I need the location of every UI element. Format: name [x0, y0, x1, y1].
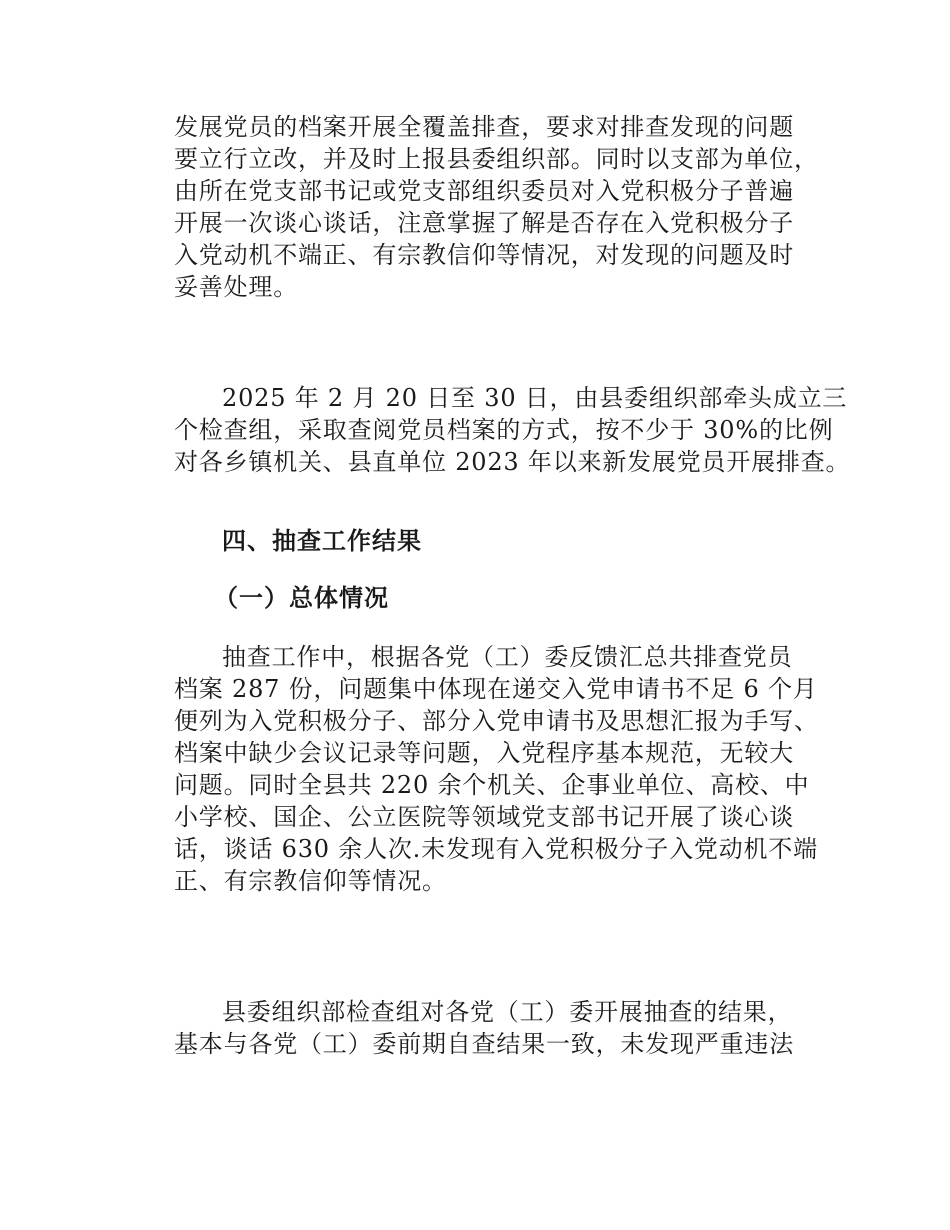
text-line: 要立行立改，并及时上报县委组织部。同时以支部为单位， [174, 145, 819, 173]
text-line: 发展党员的档案开展全覆盖排查，要求对排查发现的问题 [174, 113, 794, 141]
text-line: 入党动机不端正、有宗教信仰等情况，对发现的问题及时 [174, 241, 794, 269]
text-line: 问题。同时全县共 220 余个机关、企事业单位、高校、中 [174, 771, 810, 799]
subsection-heading: （一）总体情况 [214, 584, 389, 612]
paragraph-inspection-result [174, 996, 824, 1060]
text-line: 妥善处理。 [174, 273, 298, 301]
paragraph-inspection-schedule [174, 382, 851, 478]
text-line: 县委组织部检查组对各党（工）委开展抽查的结果， [222, 998, 793, 1026]
section-heading: 四、抽查工作结果 [222, 527, 422, 555]
text-line: 档案中缺少会议记录等问题，入党程序基本规范，无较大 [174, 739, 794, 767]
text-line: 便列为入党积极分子、部分入党申请书及思想汇报为手写、 [174, 707, 819, 735]
text-line: 由所在党支部书记或党支部组织委员对入党积极分子普遍 [174, 177, 794, 205]
paragraph-archive-review [174, 111, 824, 303]
text-line: 小学校、国企、公立医院等领域党支部书记开展了谈心谈 [174, 803, 794, 831]
paragraph-overall-situation [174, 641, 824, 897]
text-line: 开展一次谈心谈话，注意掌握了解是否存在入党积极分子 [174, 209, 794, 237]
text-line: 正、有宗教信仰等情况。 [174, 867, 447, 895]
text-line: 抽查工作中，根据各党（工）委反馈汇总共排查党员 [222, 643, 793, 671]
text-line: 话，谈话 630 余人次.未发现有入党积极分子入党动机不端 [174, 835, 818, 863]
text-line: 对各乡镇机关、县直单位 2023 年以来新发展党员开展排查。 [174, 448, 851, 476]
text-line: 档案 287 份，问题集中体现在递交入党申请书不足 6 个月 [174, 675, 818, 703]
text-line: 个检查组，采取查阅党员档案的方式，按不少于 30%的比例 [174, 416, 834, 444]
text-line: 2025 年 2 月 20 日至 30 日，由县委组织部牵头成立三 [222, 384, 848, 412]
text-line: 基本与各党（工）委前期自查结果一致，未发现严重违法 [174, 1030, 794, 1058]
